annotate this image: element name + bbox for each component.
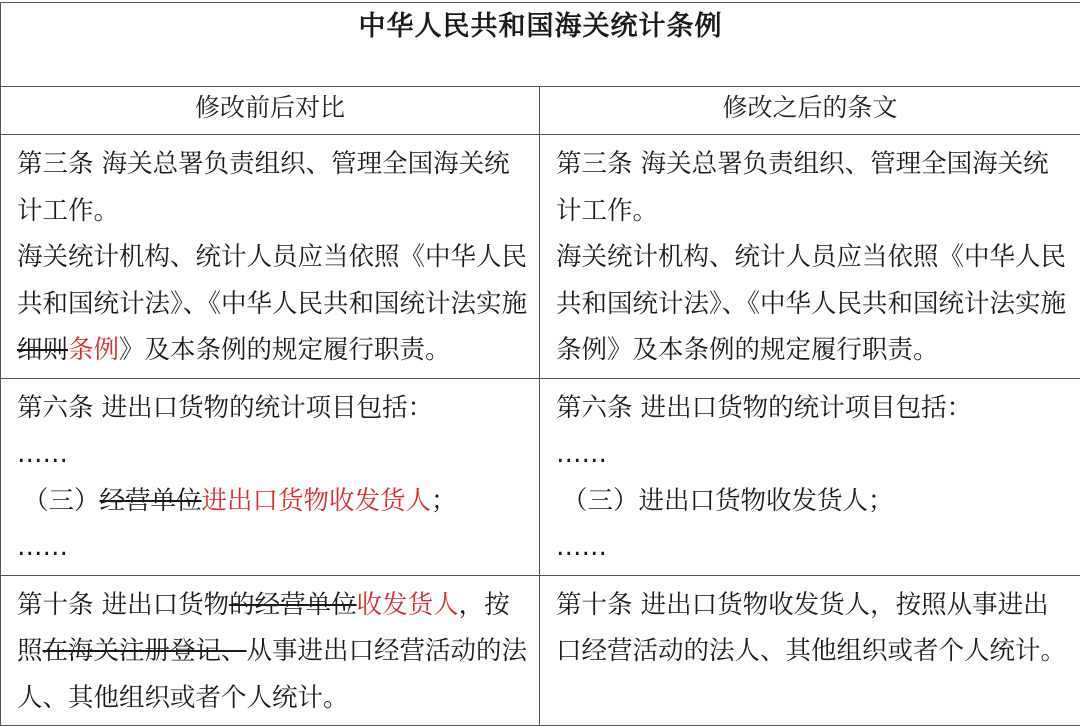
article-6-after bbox=[540, 378, 1080, 575]
paragraph: 第六条 进出口货物的统计项目包括： bbox=[17, 385, 533, 432]
deleted-text: 在海关注册登记、 bbox=[43, 636, 247, 666]
text: （三） bbox=[23, 486, 100, 516]
inserted-text: 条例 bbox=[68, 335, 119, 365]
header-row bbox=[1, 87, 1080, 135]
paragraph bbox=[17, 582, 533, 722]
article-3-after bbox=[540, 135, 1080, 379]
paragraph: 第十条 进出口货物收发货人，按照从事进出口经营活动的法人、其他组织或者个人统计。 bbox=[556, 582, 1074, 675]
paragraph: 第三条 海关总署负责组织、管理全国海关统计工作。 bbox=[556, 141, 1074, 234]
table-row bbox=[1, 135, 1080, 379]
paragraph: 第三条 海关总署负责组织、管理全国海关统计工作。 bbox=[17, 141, 533, 234]
ellipsis: …… bbox=[17, 524, 533, 571]
text: 从事进出口经营活动的法人、其他组织或者个人统计。 bbox=[17, 636, 527, 713]
column-header-right: 修改之后的条文 bbox=[540, 87, 1080, 135]
deleted-text: 的经营单位 bbox=[229, 590, 357, 620]
paragraph: 海关统计机构、统计人员应当依照《中华人民共和国统计法》、《中华人民共和国统计法实施条例》及本条例的规定履行职责。 bbox=[556, 234, 1074, 374]
paragraph: 第六条 进出口货物的统计项目包括： bbox=[556, 385, 1074, 432]
article-6-before bbox=[1, 378, 540, 575]
text: 第十条 进出口货物 bbox=[17, 590, 229, 620]
text: ，按照 bbox=[17, 590, 510, 667]
article-10-before bbox=[1, 575, 540, 726]
deleted-text: 经营单位 bbox=[100, 486, 202, 516]
ellipsis: …… bbox=[556, 431, 1074, 478]
ellipsis: …… bbox=[17, 431, 533, 478]
table-row bbox=[1, 378, 1080, 575]
table-row bbox=[1, 575, 1080, 726]
column-header-left: 修改前后对比 bbox=[1, 87, 540, 135]
paragraph: （三）进出口货物收发货人； bbox=[556, 478, 1074, 525]
ellipsis: …… bbox=[556, 524, 1074, 571]
title-row bbox=[1, 3, 1080, 87]
paragraph bbox=[17, 478, 533, 525]
text: ； bbox=[431, 486, 457, 516]
inserted-text: 收发货人 bbox=[357, 590, 459, 620]
text: 》及本条例的规定履行职责。 bbox=[119, 335, 451, 365]
text: 海关统计机构、统计人员应当依照《中华人民共和国统计法》、《中华人民共和国统计法实施 bbox=[17, 242, 527, 319]
paragraph bbox=[17, 234, 533, 374]
inserted-text: 进出口货物收发货人 bbox=[202, 486, 432, 516]
article-3-before bbox=[1, 135, 540, 379]
deleted-text: 细则 bbox=[17, 335, 68, 365]
table-title: 中华人民共和国海关统计条例 bbox=[1, 3, 1080, 87]
article-10-after bbox=[540, 575, 1080, 726]
comparison-table bbox=[0, 2, 1080, 726]
